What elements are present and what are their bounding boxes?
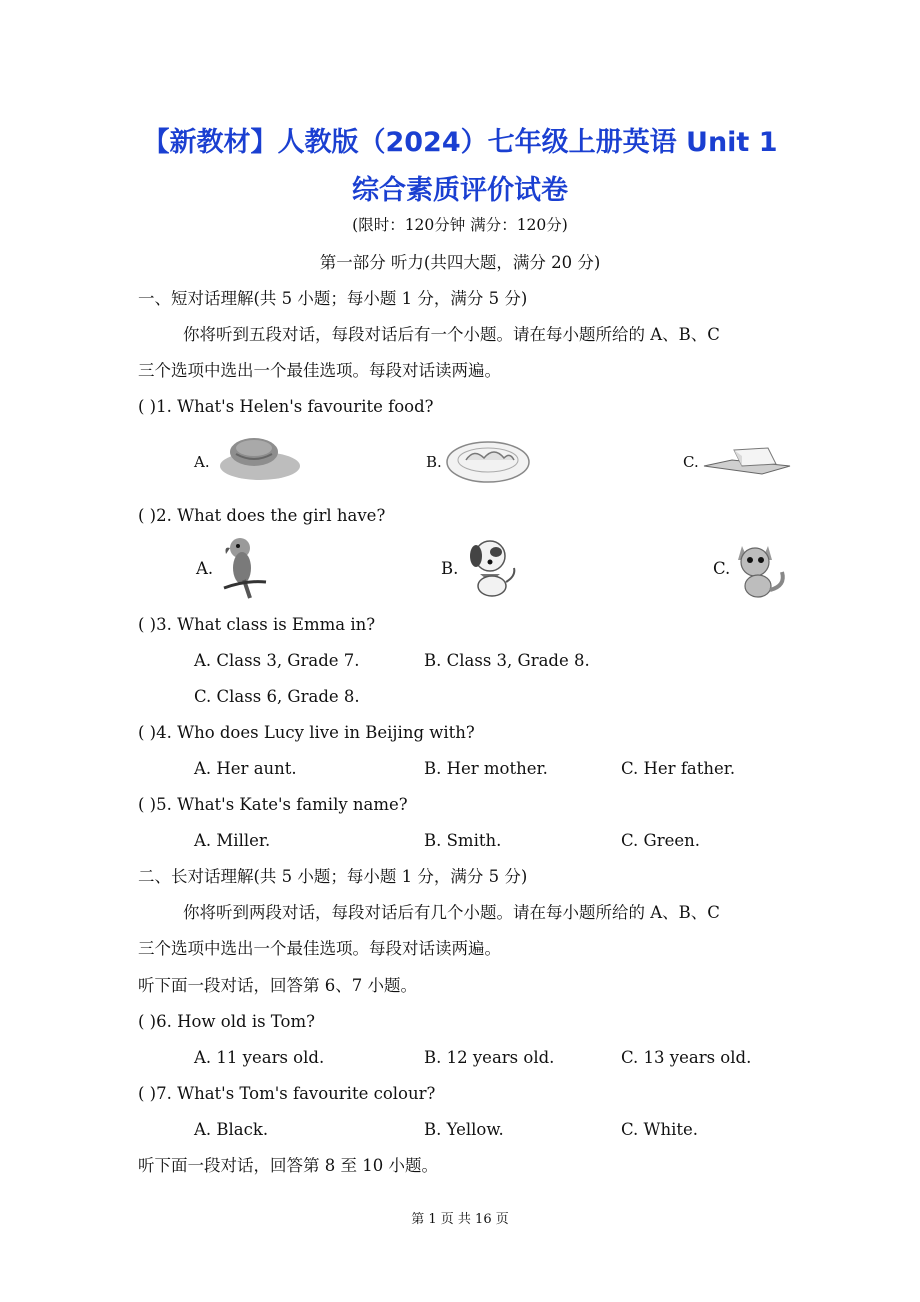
- q1-option-c-label: C.: [683, 453, 699, 471]
- dog-image: [462, 536, 522, 600]
- listen-instruction-1: 听下面一段对话，回答第 6、7 小题。: [138, 976, 417, 995]
- q2-option-a-label: A.: [196, 559, 214, 578]
- q3-option-a: A. Class 3, Grade 7.: [194, 651, 360, 670]
- dumplings-image: [444, 432, 534, 486]
- q5-option-a: A. Miller.: [194, 831, 271, 850]
- section2-heading: 二、长对话理解(共 5 小题；每小题 1 分，满分 5 分): [138, 867, 528, 886]
- question-1: ( )1. What's Helen's favourite food?: [138, 397, 434, 416]
- section1-instruction-1: 你将听到五段对话，每段对话后有一个小题。请在每小题所给的 A、B、C: [183, 325, 720, 344]
- q5-option-c: C. Green.: [621, 831, 700, 850]
- q5-option-b: B. Smith.: [424, 831, 502, 850]
- section2-instruction-1: 你将听到两段对话，每段对话后有几个小题。请在每小题所给的 A、B、C: [183, 903, 720, 922]
- question-4: ( )4. Who does Lucy live in Beijing with?: [138, 723, 475, 742]
- question-2: ( )2. What does the girl have?: [138, 506, 386, 525]
- q1-option-b-label: B.: [426, 453, 442, 471]
- page-footer: 第 1 页 共 16 页: [411, 1212, 509, 1227]
- question-7: ( )7. What's Tom's favourite colour?: [138, 1084, 436, 1103]
- listen-instruction-2: 听下面一段对话，回答第 8 至 10 小题。: [138, 1156, 438, 1175]
- q3-option-c: C. Class 6, Grade 8.: [194, 687, 360, 706]
- question-6: ( )6. How old is Tom?: [138, 1012, 315, 1031]
- question-5: ( )5. What's Kate's family name?: [138, 795, 408, 814]
- section2-instruction-2: 三个选项中选出一个最佳选项。每段对话读两遍。: [138, 939, 501, 958]
- q7-option-b: B. Yellow.: [424, 1120, 504, 1139]
- question-3: ( )3. What class is Emma in?: [138, 615, 376, 634]
- section1-heading: 一、短对话理解(共 5 小题；每小题 1 分，满分 5 分): [138, 289, 528, 308]
- q6-option-c: C. 13 years old.: [621, 1048, 752, 1067]
- q4-option-b: B. Her mother.: [424, 759, 548, 778]
- q6-option-a: A. 11 years old.: [194, 1048, 325, 1067]
- q2-option-c-label: C.: [713, 559, 731, 578]
- title-line-2: 综合素质评价试卷: [352, 175, 568, 206]
- cat-image: [734, 536, 790, 600]
- parrot-image: [218, 534, 270, 602]
- mooncake-image: [214, 430, 306, 486]
- tofu-image: [702, 438, 792, 478]
- q4-option-c: C. Her father.: [621, 759, 736, 778]
- time-limit: (限时：120分钟 满分：120分): [352, 216, 568, 234]
- q1-option-a-label: A.: [194, 453, 210, 471]
- q7-option-c: C. White.: [621, 1120, 699, 1139]
- part-title: 第一部分 听力(共四大题，满分 20 分): [319, 253, 601, 272]
- q6-option-b: B. 12 years old.: [424, 1048, 555, 1067]
- title-line-1: 【新教材】人教版（2024）七年级上册英语 Unit 1: [142, 127, 778, 158]
- q7-option-a: A. Black.: [194, 1120, 269, 1139]
- q4-option-a: A. Her aunt.: [194, 759, 297, 778]
- q3-option-b: B. Class 3, Grade 8.: [424, 651, 590, 670]
- q2-option-b-label: B.: [441, 559, 459, 578]
- section1-instruction-2: 三个选项中选出一个最佳选项。每段对话读两遍。: [138, 361, 501, 380]
